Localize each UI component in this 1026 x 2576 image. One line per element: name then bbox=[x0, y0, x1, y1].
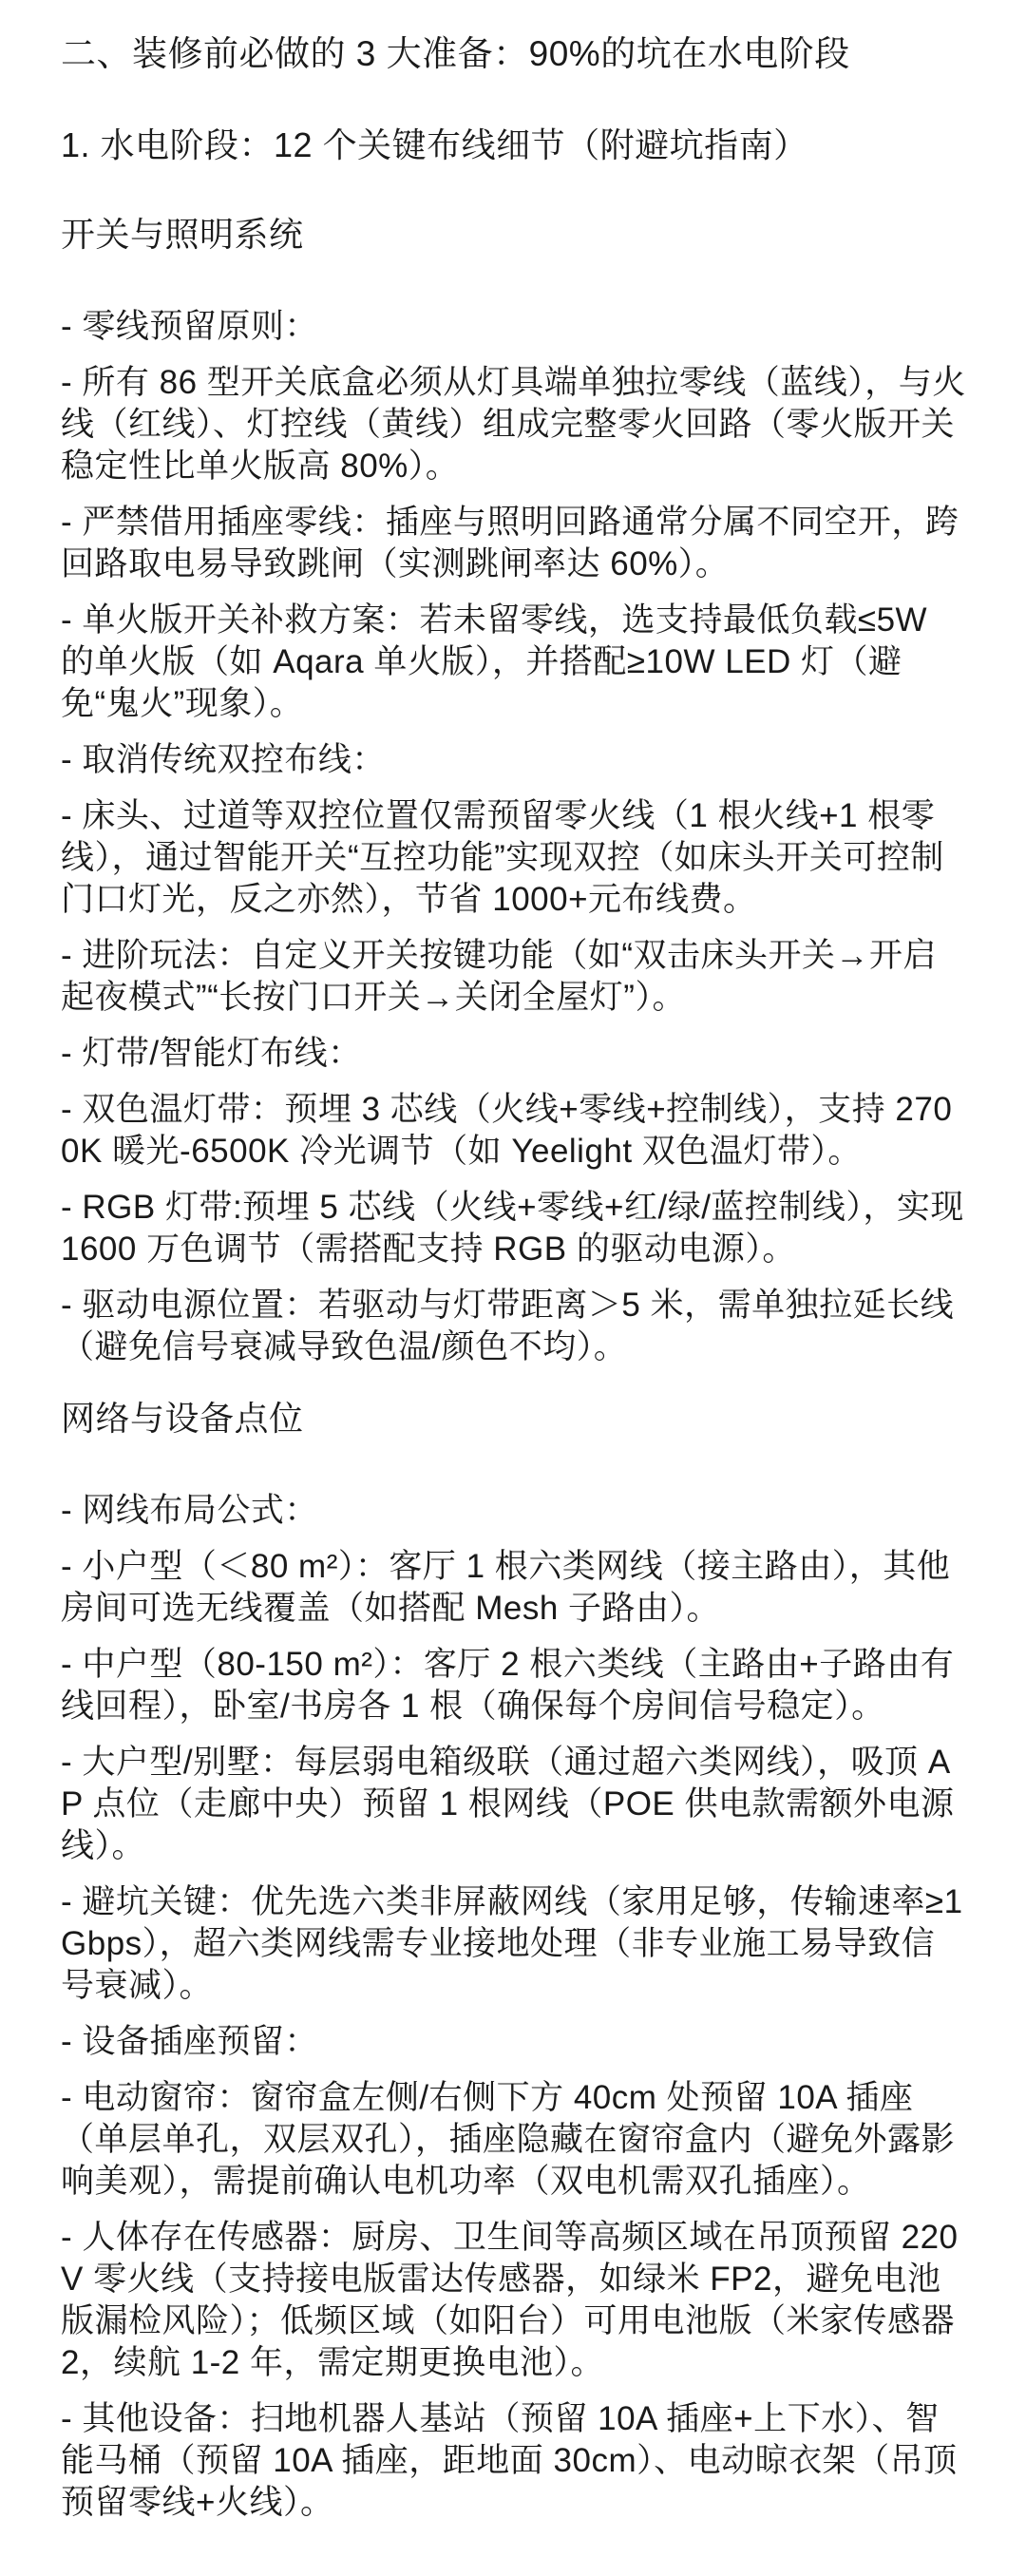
section-subtitle: 1. 水电阶段：12 个关键布线细节（附避坑指南） bbox=[61, 125, 808, 164]
bullet-item: - 中户型（80-150 m²）：客厅 2 根六类线（主路由+子路由有线回程），卧室/书房各 1 根（确保每个房间信号稳定）。 bbox=[61, 1646, 955, 1725]
bullet-item: - 驱动电源位置：若驱动与灯带距离＞5 米，需单独拉延长线（避免信号衰减导致色温/颜色不均）。 bbox=[61, 1287, 955, 1365]
bullet-item: - RGB 灯带:预埋 5 芯线（火线+零线+红/绿/蓝控制线），实现 1600 万色调节（需搭配支持 RGB 的驱动电源）。 bbox=[61, 1189, 964, 1268]
bullet-item: - 电动窗帘：窗帘盒左侧/右侧下方 40cm 处预留 10A 插座（单层单孔，双层双孔），插座隐藏在窗帘盒内（避免外露影响美观），需提前确认电机功率（双电机需双孔插座）。 bbox=[61, 2079, 956, 2200]
section-heading: 开关与照明系统 bbox=[61, 215, 304, 254]
section-heading: 网络与设备点位 bbox=[61, 1399, 304, 1438]
bullet-item: - 网线布局公式： bbox=[61, 1492, 318, 1529]
bullet-item: - 床头、过道等双控位置仅需预留零火线（1 根火线+1 根零线），通过智能开关“互控功能”实现双控（如床头开关可控制门口灯光，反之亦然），节省 1000+元布线费。 bbox=[61, 797, 944, 918]
bullet-item: - 单火版开关补救方案：若未留零线，选支持最低负载≤5W 的单火版（如 Aqara 单火版），并搭配≥10W LED 灯（避免“鬼火”现象）。 bbox=[61, 601, 928, 722]
bullet-item: - 进阶玩法：自定义开关按键功能（如“双击床头开关→开启起夜模式”“长按门口开关→关闭全屋灯”）。 bbox=[61, 937, 938, 1016]
bullet-item: - 大户型/别墅：每层弱电箱级联（通过超六类网线），吸顶 AP 点位（走廊中央）预留 1 根网线（POE 供电款需额外电源线）。 bbox=[61, 1744, 955, 1864]
bullet-item: - 双色温灯带：预埋 3 芯线（火线+零线+控制线），支持 2700K 暖光-6500K 冷光调节（如 Yeelight 双色温灯带）。 bbox=[61, 1091, 953, 1170]
bullet-item: - 所有 86 型开关底盒必须从灯具端单独拉零线（蓝线），与火线（红线）、灯控线（黄线）组成完整零火回路（零火版开关稳定性比单火版高 80%）。 bbox=[61, 364, 966, 485]
bullet-item: - 小户型（＜80 m²）：客厅 1 根六类网线（接主路由），其他房间可选无线覆盖（如搭配 Mesh 子路由）。 bbox=[61, 1548, 951, 1627]
bullet-item: - 严禁借用插座零线：插座与照明回路通常分属不同空开，跨回路取电易导致跳闸（实测跳闸率达 60%）。 bbox=[61, 504, 960, 582]
bullet-item: - 设备插座预留： bbox=[61, 2023, 318, 2060]
page-title: 二、装修前必做的 3 大准备：90%的坑在水电阶段 bbox=[61, 34, 850, 73]
bullet-item: - 取消传统双控布线： bbox=[61, 741, 386, 778]
bullet-item: - 人体存在传感器：厨房、卫生间等高频区域在吊顶预留 220V 零火线（支持接电版雷达传感器，如绿米 FP2，避免电池版漏检风险）；低频区域（如阳台）可用电池版（米家传感器 2，续航 1-2 年，需定期更换电池）。 bbox=[61, 2219, 959, 2381]
bullet-item: - 避坑关键：优先选六类非屏蔽网线（家用足够，传输速率≥1Gbps），超六类网线需专业接地处理（非专业施工易导致信号衰减）。 bbox=[61, 1883, 963, 2004]
section-switch-lighting bbox=[61, 213, 967, 1368]
bullet-item: - 零线预留原则： bbox=[61, 308, 318, 345]
bullet-item: - 其他设备：扫地机器人基站（预留 10A 插座+上下水）、智能马桶（预留 10A 插座，距地面 30cm）、电动晾衣架（吊顶预留零线+火线）。 bbox=[61, 2400, 958, 2521]
bullet-item: - 灯带/智能灯布线： bbox=[61, 1035, 362, 1072]
section-network-devices bbox=[61, 1397, 967, 2524]
